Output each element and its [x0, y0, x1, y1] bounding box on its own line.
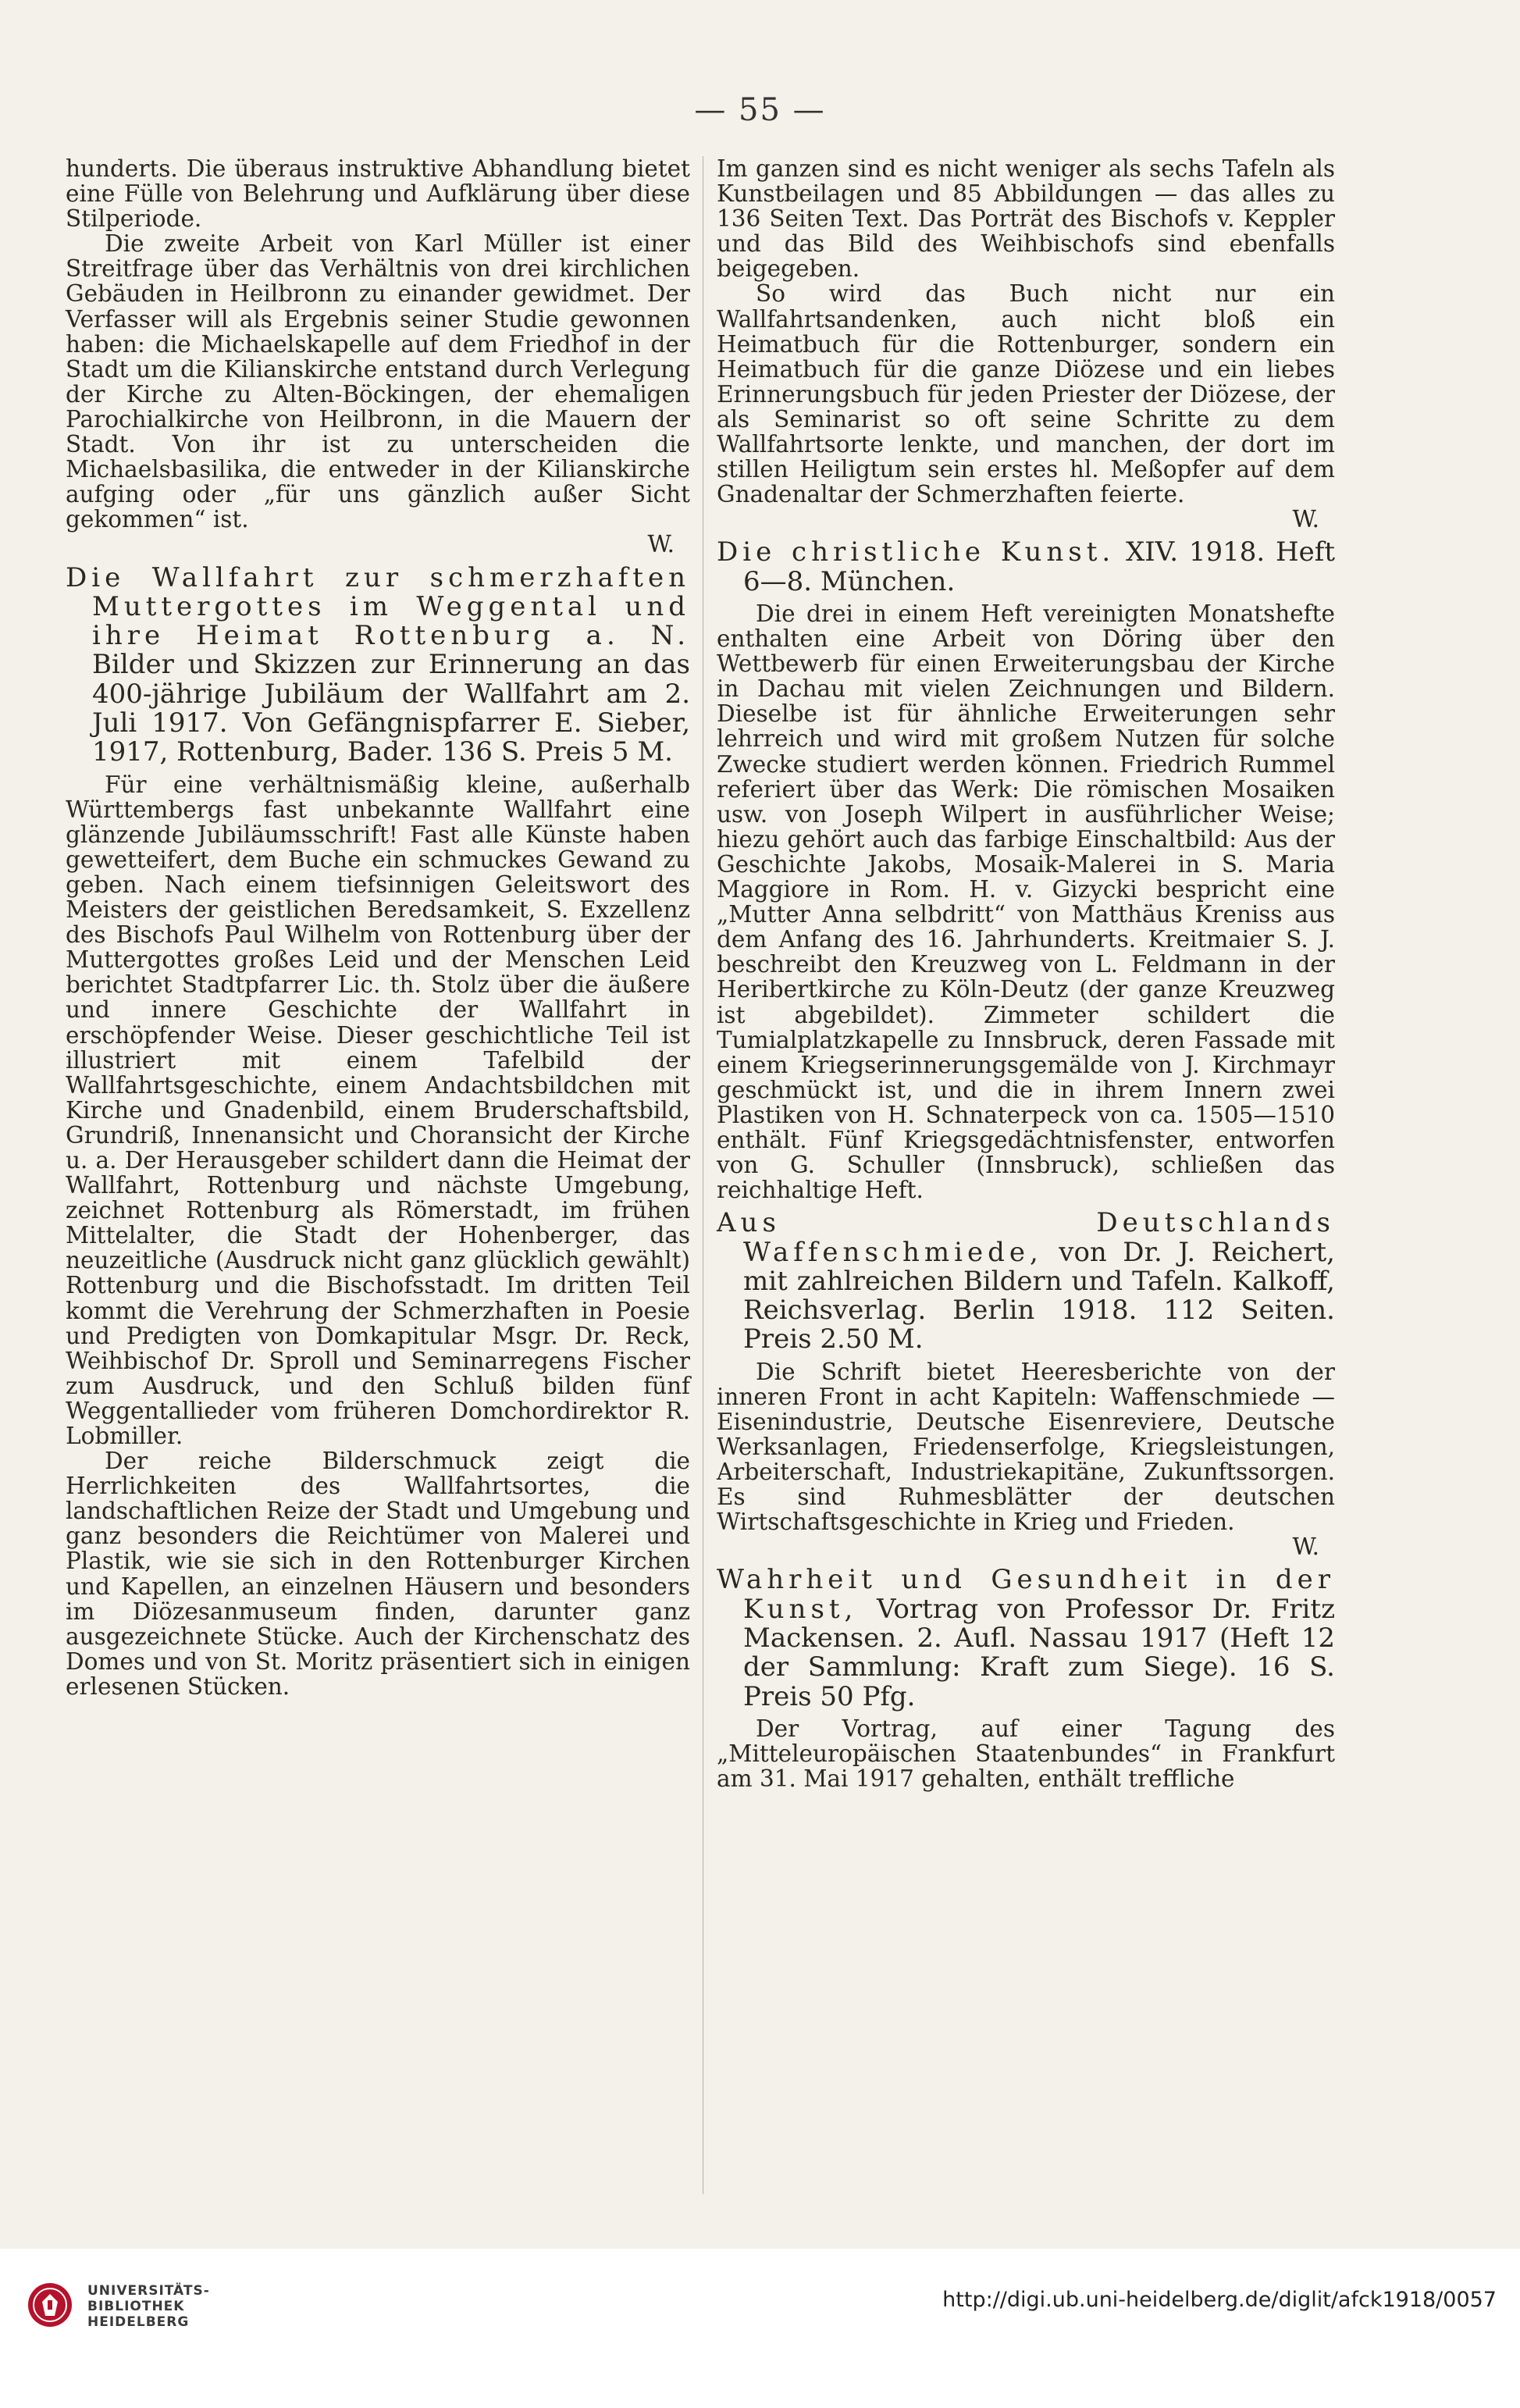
entry-title [717, 1566, 1335, 1711]
logo-line: UNIVERSITÄTS- [87, 2283, 210, 2299]
paragraph: Der reiche Bilderschmuck zeigt die Herrlichkeiten des Wallfahrtsortes, die landschaftlichen Reize der Stadt und Umgebung und ganz besonders die Reichtümer von Malerei und Plastik, wie sie sich in den Rottenburger Kirchen und Kapellen, an einzelnen Häusern und besonders im Diözesanmuseum finden, darunter ganz ausgezeichnete Stücke. Auch der Kirchenschatz des Domes und von St. Moritz präsentiert sich in einigen erlesenen Stücken. [66, 1448, 690, 1700]
signature: W. [1292, 1533, 1319, 1561]
paragraph: Der Vortrag, auf einer Tagung des „Mitteleuropäischen Staatenbundes“ in Frankfurt am 31. Mai 1917 gehalten, enthält treffliche [717, 1715, 1335, 1793]
footer [0, 2249, 1520, 2408]
entry-title-rest: XIV. 1918. Heft 6—8. München. [743, 536, 1335, 597]
entry-title-spaced: Wahrheit und Gesundheit in der Kunst, [717, 1564, 1335, 1625]
paragraph: Im ganzen sind es nicht weniger als sechs Tafeln als Kunstbeilagen und 85 Abbildungen — das alles zu 136 Seiten Text. Das Porträt des Bischofs v. Keppler und das Bild des Weihbischofs sind ebenfalls beigegeben. [717, 155, 1335, 283]
entry-title-rest: Vortrag von Professor Dr. Fritz Mackensen. 2. Aufl. Nassau 1917 (Heft 12 der Sammlung: Kraft zum Siege). 16 S. Preis 50 Pfg. [743, 1593, 1335, 1712]
university-seal-icon [27, 2282, 73, 2328]
entry-title-spaced: Die Wallfahrt zur schmerzhaften Muttergottes im Weggental und ihre Heimat Rottenburg a. N. [66, 561, 690, 652]
right-column [717, 156, 1335, 1791]
paragraph: hunderts. Die überaus instruktive Abhandlung bietet eine Fülle von Belehrung und Aufklärung über diese Stilperiode. [66, 155, 690, 233]
paragraph: Für eine verhältnismäßig kleine, außerhalb Württembergs fast unbekannte Wallfahrt eine glänzende Jubiläumsschrift! Fast alle Künste haben gewetteifert, dem Buche ein schmuckes Gewand zu geben. Nach einem tiefsinnigen Geleitswort des Meisters der geistlichen Beredsamkeit, S. Exzellenz des Bischofs Paul Wilhelm von Rottenburg über der Muttergottes großes Leid und der Menschen Leid berichtet Stadtpfarrer Lic. th. Stolz über die äußere und innere Geschichte der Wallfahrt in erschöpfender Weise. Dieser geschichtliche Teil ist illustriert mit einem Tafelbild der Wallfahrtsgeschichte, einem Andachtsbildchen mit Kirche und Gnadenbild, einem Bruderschaftsbild, Grundriß, Innenansicht und Choransicht der Kirche u. a. Der Herausgeber schildert dann die Heimat der Wallfahrt, Rottenburg und nächste Umgebung, zeichnet Rottenburg als Römerstadt, im frühen Mittelalter, die Stadt der Hohenberger, das neuzeitliche (Ausdruck nicht ganz glücklich gewählt) Rottenburg und die Bischofsstadt. Im dritten Teil kommt die Verehrung der Schmerzhaften in Poesie und Predigten von Domkapitular Msgr. Dr. Reck, Weihbischof Dr. Sproll und Seminarregens Fischer zum Ausdruck, und den Schluß bilden fünf Weggentallieder vom früheren Domchordirektor R. Lobmiller. [66, 771, 690, 1450]
entry-title [66, 561, 690, 768]
logo-line: HEIDELBERG [87, 2314, 190, 2330]
entry-title [717, 1209, 1335, 1354]
left-column [66, 156, 690, 1699]
page-number: — 55 — [694, 92, 826, 128]
paragraph: Die drei in einem Heft vereinigten Monatshefte enthalten eine Arbeit von Döring über den Wettbewerb für einen Erweiterungsbau der Kirche in Dachau mit vielen Zeichnungen und Bildern. Dieselbe ist für ähnliche Erweiterungen sehr lehrreich und wird mit großem Nutzen für solche Zwecke studiert werden können. Friedrich Rummel referiert über das Werk: Die römischen Mosaiken usw. von Joseph Wilpert in ausführlicher Weise; hiezu gehört auch das farbige Einschaltbild: Aus der Geschichte Jakobs, Mosaik-Malerei in S. Maria Maggiore in Rom. H. v. Gizycki bespricht eine „Mutter Anna selbdritt“ von Matthäus Kreniss aus dem Anfang des 16. Jahrhunderts. Kreitmaier S. J. beschreibt den Kreuzweg von L. Feldmann in der Heribertkirche zu Köln-Deutz (der ganze Kreuzweg ist abgebildet). Zimmeter schildert die Tumialplatzkapelle zu Innsbruck, deren Fassade mit einem Kriegserinnerungsgemälde von J. Kirchmayr geschmückt ist, und die in ihrem Innern zwei Plastiken von H. Schnaterpeck von ca. 1505—1510 enthält. Fünf Kriegsgedächtnisfenster, entworfen von G. Schuller (Innsbruck), schließen das reichhaltige Heft. [717, 600, 1335, 1204]
signature: W. [647, 531, 675, 558]
logo-line: BIBLIOTHEK [87, 2299, 185, 2314]
source-url[interactable]: http://digi.ub.uni-heidelberg.de/diglit/afck1918/0057 [942, 2288, 1497, 2312]
entry-title-rest: Bilder und Skizzen zur Erinnerung an das 400-jährige Jubiläum der Wallfahrt am 2. Juli 1917. Von Gefängnispfarrer E. Sieber, 1917, Rottenburg, Bader. 136 S. Preis 5 M. [92, 649, 690, 768]
signature: W. [1292, 506, 1319, 533]
paragraph: Die Schrift bietet Heeresberichte von der inneren Front in acht Kapiteln: Waffenschmiede — Eisenindustrie, Deutsche Eisenreviere, Deutsche Werksanlagen, Friedenserfolge, Kriegsleistungen, Arbeiterschaft, Industriekapitäne, Zukunftssorgen. Es sind Ruhmesblätter der deutschen Wirtschaftsgeschichte in Krieg und Frieden. [717, 1358, 1335, 1536]
entry-title-rest: von Dr. J. Reichert, mit zahlreichen Bildern und Tafeln. Kalkoff, Reichsverlag. Berlin 1918. 112 Seiten. Preis 2.50 M. [743, 1236, 1335, 1355]
entry-title [717, 538, 1335, 597]
library-logo-text [87, 2283, 210, 2330]
entry-title-spaced: Die christliche Kunst. [717, 536, 1116, 568]
paragraph: Die zweite Arbeit von Karl Müller ist einer Streitfrage über das Verhältnis von drei kirchlichen Gebäuden in Heilbronn zu einander gewidmet. Der Verfasser will als Ergebnis seiner Studie gewonnen haben: die Michaelskapelle auf dem Friedhof in der Stadt um die Kilianskirche entstand durch Verlegung der Kirche zu Alten-Böckingen, der ehemaligen Parochialkirche von Heilbronn, in die Mauern der Stadt. Von ihr ist zu unterscheiden die Michaelsbasilika, die entweder in der Kilianskirche aufging oder „für uns gänzlich außer Sicht gekommen“ ist. [66, 230, 690, 533]
paragraph: So wird das Buch nicht nur ein Wallfahrtsandenken, auch nicht bloß ein Heimatbuch für die Rottenburger, sondern ein Heimatbuch für die ganze Diözese und ein liebes Erinnerungsbuch für jeden Priester der Diözese, der als Seminarist so oft seine Schritte zu dem Wallfahrtsorte lenkte, und manchen, der dort im stillen Heiligtum sein erstes hl. Meßopfer auf dem Gnadenaltar der Schmerzhaften feierte. [717, 280, 1335, 508]
entry-title-spaced: Aus Deutschlands Waffenschmiede, [717, 1207, 1335, 1268]
